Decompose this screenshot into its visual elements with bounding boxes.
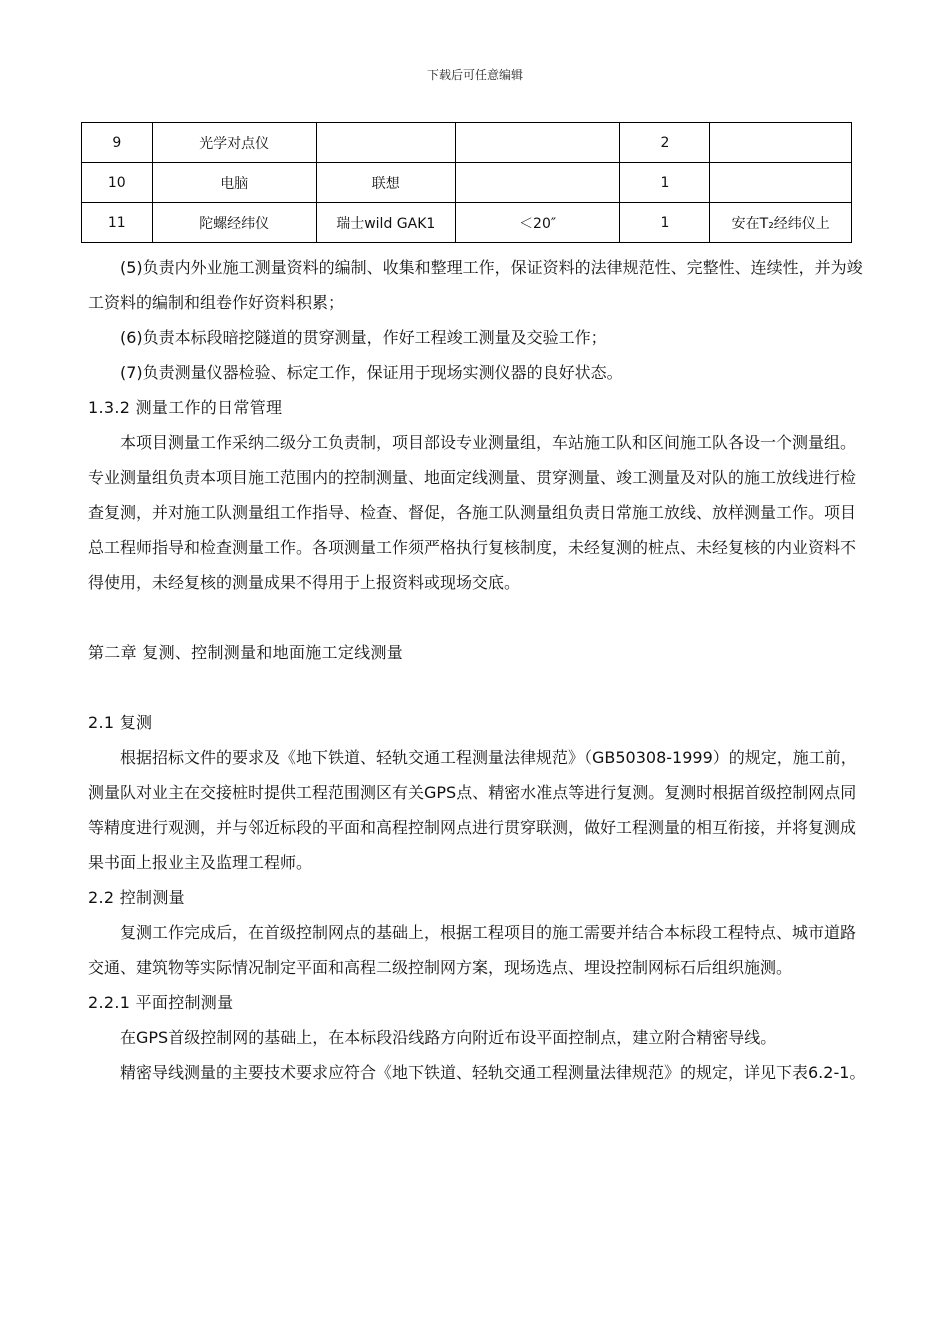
page-header: 下载后可任意编辑	[426, 68, 523, 82]
table-cell	[710, 123, 852, 163]
duty-item: (5)负责内外业施工测量资料的编制、收集和整理工作，保证资料的法律规范性、完整性、连续性，并为竣工资料的编制和组卷作好资料积累；	[88, 258, 863, 312]
table-row	[82, 163, 852, 203]
table-cell: 1	[620, 163, 710, 203]
table-cell: 光学对点仪	[152, 123, 316, 163]
document-body	[88, 250, 868, 1090]
section-heading: 1.3.2 测量工作的日常管理	[88, 398, 283, 417]
duty-item: (6)负责本标段暗挖隧道的贯穿测量，作好工程竣工测量及交验工作；	[120, 328, 607, 347]
table-row	[82, 203, 852, 243]
table-cell: 10	[82, 163, 153, 203]
equipment-table	[81, 122, 852, 243]
table-cell: 1	[620, 203, 710, 243]
table-cell: 安在T₂经纬仪上	[710, 203, 852, 243]
table-row	[82, 123, 852, 163]
table-cell: 11	[82, 203, 153, 243]
table-cell	[710, 163, 852, 203]
section-heading: 2.1 复测	[88, 713, 153, 732]
table-cell: 电脑	[152, 163, 316, 203]
paragraph: 根据招标文件的要求及《地下铁道、轻轨交通工程测量法律规范》（GB50308-1999）的规定，施工前，测量队对业主在交接桩时提供工程范围测区有关GPS点、精密水准点等进行复测。复测时根据首级控制网点同等精度进行观测，并与邻近标段的平面和高程控制网点进行贯穿联测，做好工程测量的相互衔接，并将复测成果书面上报业主及监理工程师。	[88, 748, 857, 872]
paragraph: 在GPS首级控制网的基础上，在本标段沿线路方向附近布设平面控制点，建立附合精密导线。	[120, 1028, 777, 1047]
chapter-heading: 第二章 复测、控制测量和地面施工定线测量	[88, 643, 404, 662]
section-heading: 2.2.1 平面控制测量	[88, 993, 234, 1012]
table-cell	[455, 163, 620, 203]
duty-item: (7)负责测量仪器检验、标定工作，保证用于现场实测仪器的良好状态。	[120, 363, 623, 382]
table-cell: 瑞士wild GAK1	[316, 203, 455, 243]
table-cell: 陀螺经纬仪	[152, 203, 316, 243]
section-heading: 2.2 控制测量	[88, 888, 185, 907]
paragraph: 本项目测量工作采纳二级分工负责制，项目部设专业测量组，车站施工队和区间施工队各设一个测量组。专业测量组负责本项目施工范围内的控制测量、地面定线测量、贯穿测量、竣工测量及对队的施工放线进行检查复测，并对施工队测量组工作指导、检查、督促，各施工队测量组负责日常施工放线、放样测量工作。项目总工程师指导和检查测量工作。各项测量工作须严格执行复核制度，未经复测的桩点、未经复核的内业资料不得使用，未经复核的测量成果不得用于上报资料或现场交底。	[88, 433, 857, 592]
paragraph: 精密导线测量的主要技术要求应符合《地下铁道、轻轨交通工程测量法律规范》的规定，详见下表6.2-1。	[120, 1063, 866, 1082]
table-cell	[455, 123, 620, 163]
table-cell: 联想	[316, 163, 455, 203]
table-cell: 9	[82, 123, 153, 163]
table-cell: ＜20″	[455, 203, 620, 243]
paragraph: 复测工作完成后，在首级控制网点的基础上，根据工程项目的施工需要并结合本标段工程特点、城市道路交通、建筑物等实际情况制定平面和高程二级控制网方案，现场选点、埋设控制网标石后组织施测。	[88, 923, 857, 977]
table-cell: 2	[620, 123, 710, 163]
table-cell	[316, 123, 455, 163]
